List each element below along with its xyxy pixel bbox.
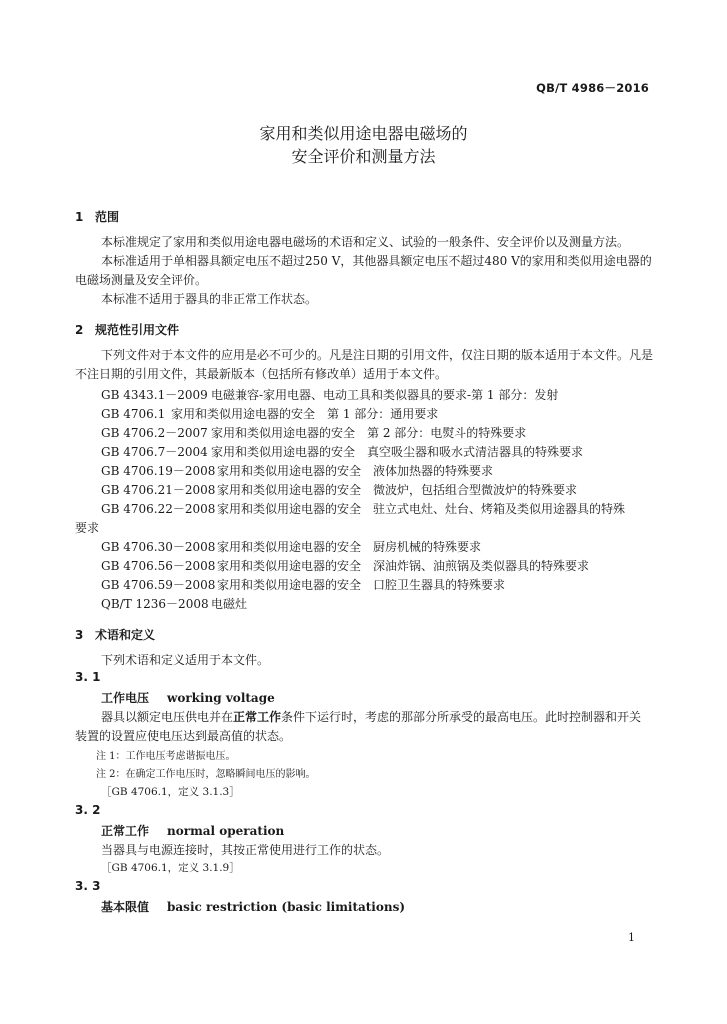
reference-item [101,576,505,593]
sec2-intro: 下列文件对于本文件的应用是必不可少的。凡是注日期的引用文件，仅注日期的版本适用于本文件。凡是不注日期的引用文件，其最新版本（包括所有修改单）适用于本文件。 [75,348,654,381]
section-title: 规范性引用文件 [95,323,180,337]
term-chinese: 基本限值 [101,900,150,914]
reference-item [101,443,583,460]
title-line-2: 安全评价和测量方法 [291,147,436,166]
term-note: 注 1：工作电压考虑谐振电压。 [96,751,236,762]
reference-title: 家用和类似用途电器的安全 深油炸锅、油煎锅及类似器具的特殊要求 [217,559,590,573]
term-chinese: 正常工作 [101,824,150,838]
reference-code: GB 4706.22－2008 [101,502,216,516]
definition-text: 器具以额定电压供电并在 [101,710,234,724]
document-title [0,122,727,168]
reference-item [101,424,526,441]
reference-title: 家用和类似用途电器的安全 厨房机械的特殊要求 [217,540,482,554]
term-definition: 当器具与电源连接时，其按正常使用进行工作的状态。 [101,843,390,857]
page-number: 1 [628,931,635,944]
reference-item [101,481,577,498]
reference-item [101,386,558,403]
section-number: 2 [75,323,84,337]
reference-code: GB 4706.59－2008 [101,578,216,592]
term-number: 3. 1 [75,670,101,684]
section-2-heading [75,321,179,338]
reference-continuation: 要求 [75,521,100,535]
reference-title: 家用和类似用途电器的安全 微波炉，包括组合型微波炉的特殊要求 [217,483,578,497]
term-source: ［GB 4706.1，定义 3.1.9］ [101,862,240,874]
definition-term-ref: 正常工作 [233,710,282,724]
reference-title: 家用和类似用途电器的安全 第 2 部分：电熨斗的特殊要求 [211,426,527,440]
section-3-heading [75,626,155,643]
reference-code: GB 4343.1－2009 [101,388,208,402]
section-number: 1 [75,210,84,224]
term-heading [101,898,405,915]
term-definition [75,708,653,746]
term-english: basic restriction (basic limitations) [167,900,406,914]
reference-code: QB/T 1236－2008 [101,597,209,611]
reference-item [101,595,247,612]
term-heading [101,822,284,839]
definition-text: 条件下运行时，考虑的那部分所承受的最高电压。此时控制器和开关装置的设置应使电压达到最高值的状态。 [75,710,642,743]
reference-code: GB 4706.7－2004 [101,445,208,459]
term-number: 3. 3 [75,879,101,893]
reference-code: GB 4706.30－2008 [101,540,216,554]
reference-code: GB 4706.19－2008 [101,464,216,478]
standard-code: QB/T 4986－2016 [536,81,649,95]
sec3-intro: 下列术语和定义适用于本文件。 [101,653,270,667]
reference-title: 电磁兼容-家用电器、电动工具和类似器具的要求-第 1 部分：发射 [211,388,559,402]
section-1-heading [75,208,119,225]
reference-title: 家用和类似用途电器的安全 第 1 部分：通用要求 [171,407,439,421]
reference-item [101,538,481,555]
term-english: working voltage [167,691,275,705]
reference-item [101,500,625,517]
reference-code: GB 4706.21－2008 [101,483,216,497]
reference-title: 家用和类似用途电器的安全 液体加热器的特殊要求 [217,464,494,478]
term-english: normal operation [167,824,285,838]
reference-code: GB 4706.56－2008 [101,559,216,573]
term-chinese: 工作电压 [101,691,150,705]
section-number: 3 [75,628,84,642]
reference-item [101,557,589,574]
reference-title: 电磁灶 [211,597,248,611]
reference-title: 家用和类似用途电器的安全 口腔卫生器具的特殊要求 [217,578,506,592]
sec1-paragraph-2: 本标准适用于单相器具额定电压不超过250 V，其他器具额定电压不超过480 V的家用和类似用途电器的电磁场测量及安全评价。 [75,254,652,287]
term-number: 3. 2 [75,803,101,817]
section-title: 术语和定义 [95,628,156,642]
reference-item [101,405,438,422]
term-note: 注 2：在确定工作电压时，忽略瞬间电压的影响。 [96,769,316,780]
reference-code: GB 4706.2－2007 [101,426,208,440]
term-source: ［GB 4706.1，定义 3.1.3］ [101,786,240,798]
reference-title: 家用和类似用途电器的安全 真空吸尘器和吸水式清洁器具的特殊要求 [211,445,584,459]
section-title: 范围 [95,210,120,224]
reference-item [101,462,493,479]
reference-title: 家用和类似用途电器的安全 驻立式电灶、灶台、烤箱及类似用途器具的特殊 [217,502,626,516]
sec1-paragraph-3: 本标准不适用于器具的非正常工作状态。 [101,292,318,306]
sec1-paragraph-1: 本标准规定了家用和类似用途电器电磁场的术语和定义、试验的一般条件、安全评价以及测量方法。 [101,235,630,249]
title-line-1: 家用和类似用途电器电磁场的 [259,124,468,143]
reference-code: GB 4706.1 [101,407,166,421]
term-heading [101,689,275,706]
